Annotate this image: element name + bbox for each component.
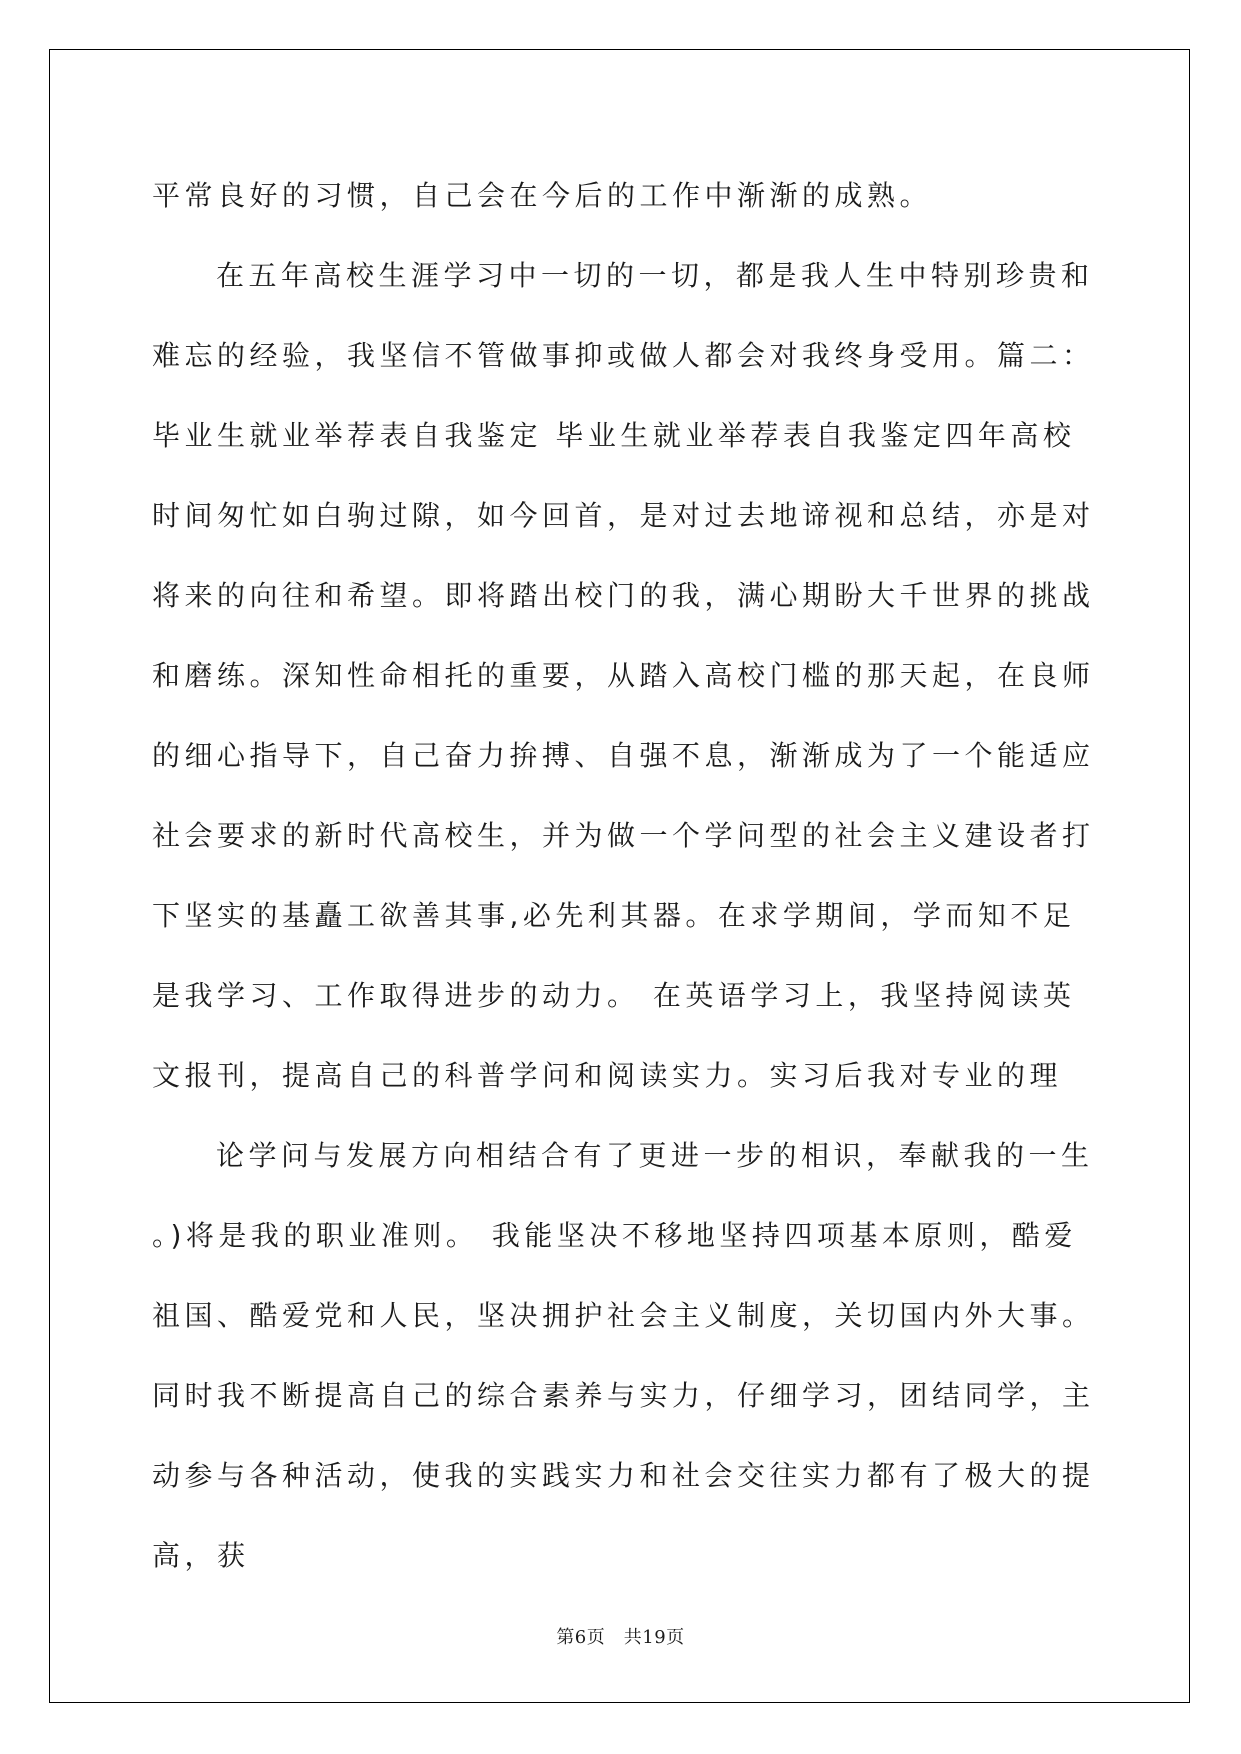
document-body: [152, 156, 1107, 1596]
paragraph-3: 论学问与发展方向相结合有了更进一步的相识，奉献我的一生 。)将是我的职业准则。 我能坚决不移地坚持四项基本原则，酷爱祖国、酷爱党和人民，坚决拥护社会主义制度，关切国内外大事。同时我不断提高自己的综合素养与实力，仔细学习，团结同学，主动参与各种活动，使我的实践实力和社会交往实力都有了极大的提高，获: [152, 1139, 1107, 1572]
paragraph-2: 在五年高校生涯学习中一切的一切，都是我人生中特别珍贵和难忘的经验，我坚信不管做事抑或做人都会对我终身受用。篇二：毕业生就业举荐表自我鉴定 毕业生就业举荐表自我鉴定四年高校时间匆忙如白驹过隙，如今回首，是对过去地谛视和总结，亦是对将来的向往和希望。即将踏出校门的我，满心期盼大千世界的挑战和磨练。深知性命相托的重要，从踏入高校门槛的那天起，在良师的细心指导下，自己奋力拚搏、自强不息，渐渐成为了一个能适应社会要求的新时代高校生，并为做一个学问型的社会主义建设者打下坚实的基矗工欲善其事,必先利其器。在求学期间，学而知不足是我学习、工作取得进步的动力。 在英语学习上，我坚持阅读英文报刊，提高自己的科普学问和阅读实力。实习后我对专业的理: [152, 259, 1095, 1092]
page-footer: 第6页 共19页: [556, 1627, 685, 1648]
paragraph-1: 平常良好的习惯，自己会在今后的工作中渐渐的成熟。: [152, 179, 933, 212]
